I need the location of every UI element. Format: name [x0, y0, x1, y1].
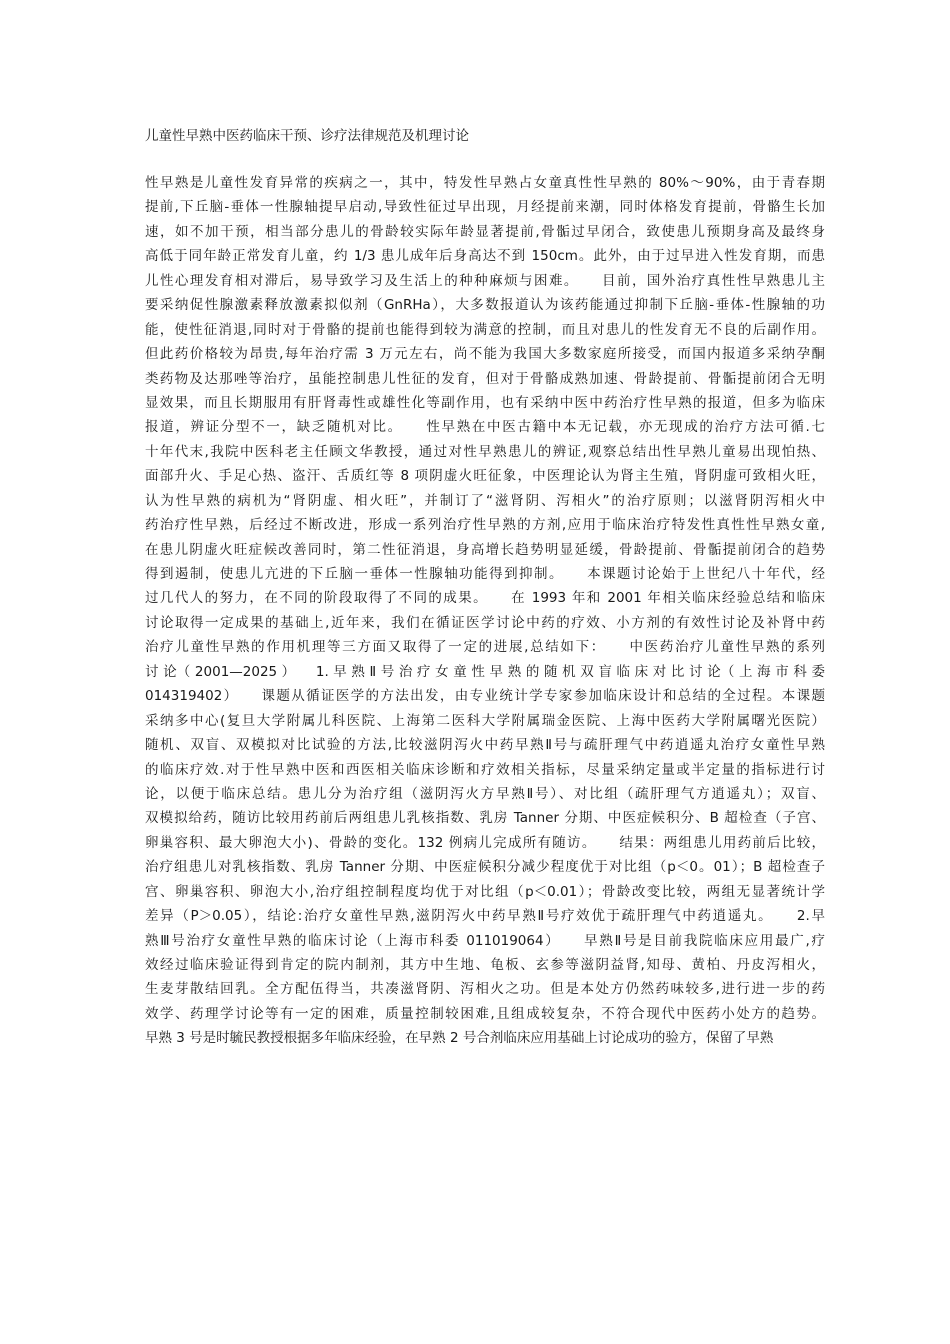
body-line: 得到遏制，使患儿亢进的下丘脑一垂体一性腺轴功能得到抑制。 本课题讨论始于上世纪八十年代，经	[145, 566, 825, 582]
body-line: 面部升火、手足心热、盗汗、舌质红等 8 项阴虚火旺征象，中医理论认为肾主生殖，肾阴虚可致相火旺，	[145, 468, 825, 485]
body-line: 儿性心理发育相对滞后，易导致学习及生活上的种种麻烦与困难。 目前，国外治疗真性性早熟患儿主	[145, 272, 825, 289]
body-line: 但此药价格较为昂贵,每年治疗需 3 万元左右，尚不能为我国大多数家庭所接受，而国内报道多采纳孕酮	[145, 346, 825, 363]
document-body	[145, 171, 825, 1051]
body-line: 讨论取得一定成果的基础上,近年来，我们在循证医学讨论中药的疗效、小方剂的有效性讨论及补肾中药	[145, 614, 825, 631]
body-line: 卵巢容积、最大卵泡大小)、骨龄的变化。132 例病儿完成所有随访。 结果：两组患儿用药前后比较，	[145, 834, 825, 851]
body-line: 生麦芽散结回乳。全方配伍得当，共凑滋肾阴、泻相火之功。但是本处方仍然药味较多,进行进一步的药	[145, 981, 825, 998]
body-line: 显效果，而且长期服用有肝肾毒性或雄性化等副作用，也有采纳中医中药治疗性早熟的报道，但多为临床	[145, 394, 825, 411]
body-line: 提前,下丘脑-垂体一性腺轴提早启动,导致性征过早出现，月经提前来潮，同时体格发育提前，骨骼生长加	[145, 199, 825, 216]
body-line: 采纳多中心(复旦大学附属儿科医院、上海第二医科大学附属瑞金医院、上海中医药大学附属曙光医院）	[145, 712, 825, 729]
body-line: 的临床疗效.对于性早熟中医和西医相关临床诊断和疗效相关指标，尽量采纳定量或半定量的指标进行讨	[145, 761, 825, 778]
body-line: 能，使性征消退,同时对于骨骼的提前也能得到较为满意的控制，而且对患儿的性发育无不良的后副作用。	[145, 321, 825, 338]
body-line: 014319402） 课题从循证医学的方法出发，由专业统计学专家参加临床设计和总结的全过程。本课题	[145, 688, 825, 705]
document-title: 儿童性早熟中医药临床干预、诊疗法律规范及机理讨论	[145, 128, 469, 144]
body-line: 宫、卵巢容积、卵泡大小,治疗组控制程度均优于对比组（p＜0.01）；骨龄改变比较，两组无显著统计学	[145, 883, 825, 900]
body-line: 效学、药理学讨论等有一定的困难，质量控制较困难,且组成较复杂，不符合现代中医药小处方的趋势。	[145, 1005, 825, 1022]
body-line: 治疗组患儿对乳核指数、乳房 Tanner 分期、中医症候积分减少程度优于对比组（p＜0。01）；B 超检查子	[145, 859, 825, 876]
body-line: 随机、双盲、双模拟对比试验的方法,比较滋阴泻火中药早熟Ⅱ号与疏肝理气中药逍遥丸治疗女童性早熟	[145, 737, 825, 754]
body-line: 双模拟给药，随访比较用药前后两组患儿乳核指数、乳房 Tanner 分期、中医症候积分、B 超检查（子宫、	[145, 810, 825, 827]
body-line: 高低于同年龄正常发育儿童，约 1/3 患儿成年后身高达不到 150cm。此外，由于过早进入性发育期，而患	[145, 248, 825, 265]
body-line: 性早熟是儿童性发育异常的疾病之一，其中，特发性早熟占女童真性性早熟的 80%～90%，由于青春期	[145, 175, 825, 191]
body-line: 治疗儿童性早熟的作用机理等三方面又取得了一定的进展,总结如下： 中医药治疗儿童性早熟的系列	[145, 639, 825, 656]
body-line: 报道，辨证分型不一，缺乏随机对比。 性早熟在中医古籍中本无记载，亦无现成的治疗方法可循.七	[145, 419, 825, 436]
body-line: 在患儿阴虚火旺症候改善同时，第二性征消退，身高增长趋势明显延缓，骨龄提前、骨骺提前闭合的趋势	[145, 541, 825, 558]
body-line: 熟Ⅲ号治疗女童性早熟的临床讨论（上海市科委 011019064） 早熟Ⅱ号是目前我院临床应用最广,疗	[145, 932, 825, 949]
body-line: 十年代末,我院中医科老主任顾文华教授，通过对性早熟患儿的辨证,观察总结出性早熟儿童易出现怕热、	[145, 443, 825, 460]
body-line: 讨 论（ 2001—2025 ） 1. 早 熟 Ⅱ 号 治 疗 女 童 性 早 熟 的 随 机 双 盲 临 床 对 比 讨 论（ 上 海 市 科 委	[145, 663, 825, 680]
body-line: 论，以便于临床总结。患儿分为治疗组（滋阴泻火方早熟Ⅱ号）、对比组（疏肝理气方逍遥丸）；双盲、	[145, 785, 825, 802]
body-line: 速，如不加干预，相当部分患儿的骨龄较实际年龄显著提前,骨骺过早闭合，致使患儿预期身高及最终身	[145, 223, 825, 240]
body-line: 类药物及达那唑等治疗，虽能控制患儿性征的发育，但对于骨骼成熟加速、骨龄提前、骨骺提前闭合无明	[145, 370, 825, 387]
body-line: 早熟 3 号是时毓民教授根据多年临床经验，在早熟 2 号合剂临床应用基础上讨论成功的验方，保留了早熟	[145, 1030, 774, 1047]
body-line: 差异（P＞0.05），结论:治疗女童性早熟,滋阴泻火中药早熟Ⅱ号疗效优于疏肝理气中药逍遥丸。 2.早	[145, 908, 825, 925]
body-line: 要采纳促性腺激素释放激素拟似剂（GnRHa），大多数报道认为该药能通过抑制下丘脑-垂体-性腺轴的功	[145, 297, 825, 314]
body-line: 效经过临床验证得到肯定的院内制剂，其方中生地、龟板、玄参等滋阴益肾,知母、黄柏、丹皮泻相火，	[145, 957, 825, 973]
body-line: 药治疗性早熟，后经过不断改进，形成一系列治疗性早熟的方剂,应用于临床治疗特发性真性性早熟女童,	[145, 517, 825, 534]
body-line: 认为性早熟的病机为“肾阴虚、相火旺”，并制订了“滋肾阴、泻相火”的治疗原则；以滋肾阴泻相火中	[145, 492, 825, 509]
body-line: 过几代人的努力，在不同的阶段取得了不同的成果。 在 1993 年和 2001 年相关临床经验总结和临床	[145, 590, 825, 607]
